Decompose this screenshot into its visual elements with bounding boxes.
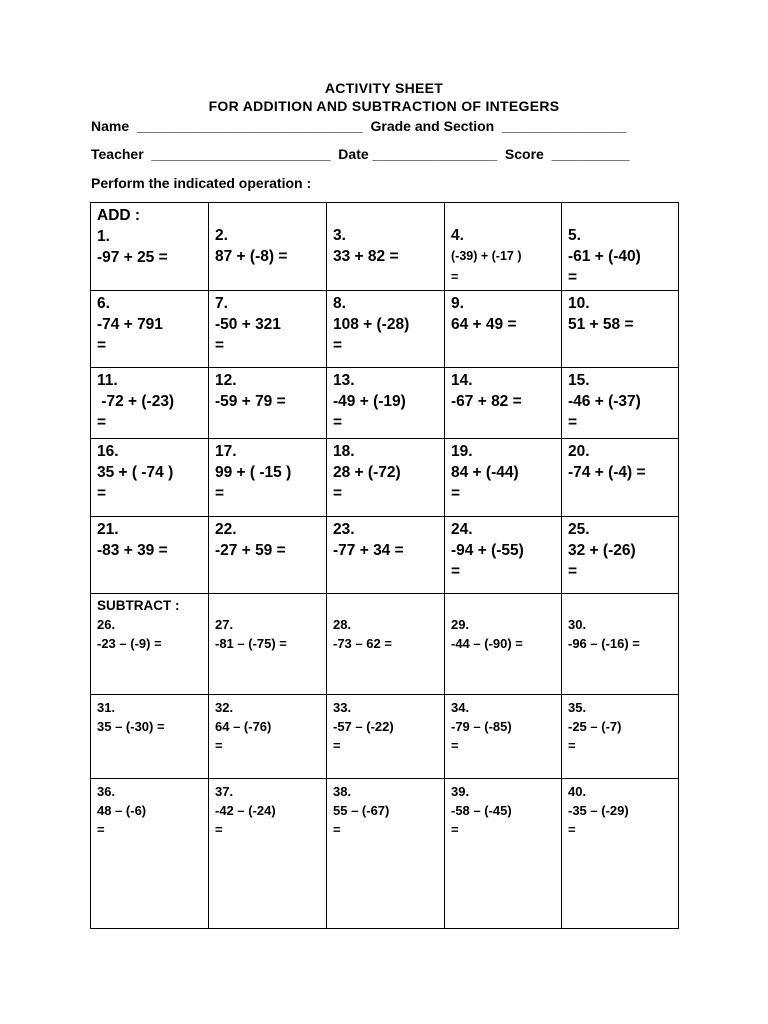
problem-number: 5. (568, 227, 581, 244)
problem-number: 36. (97, 784, 116, 799)
problem-equals: = (451, 485, 461, 502)
problem-number: 30. (568, 617, 587, 632)
problem-number: 32. (215, 700, 234, 715)
problem-cell-27 (209, 594, 327, 695)
table-row (91, 517, 679, 594)
problem-expression: -49 + (-19) (333, 393, 406, 410)
problem-number: 9. (451, 295, 464, 312)
table-row (91, 779, 679, 929)
problem-number: 22. (215, 521, 237, 538)
table-row (91, 695, 679, 779)
problem-cell-31 (91, 695, 209, 779)
problem-cell-15 (562, 368, 679, 439)
problem-cell-19 (445, 439, 562, 517)
problem-number: 39. (451, 784, 470, 799)
problem-number: 3. (333, 227, 346, 244)
problem-equals: = (333, 414, 343, 431)
problem-number: 10. (568, 295, 590, 312)
problem-cell-3 (327, 203, 445, 291)
problem-expression: -61 + (-40) (568, 248, 641, 265)
table-row (91, 439, 679, 517)
problem-cell-2 (209, 203, 327, 291)
problem-cell-22 (209, 517, 327, 594)
problem-equals: = (97, 414, 107, 431)
problem-expression: 51 + 58 = (568, 316, 634, 333)
problem-expression: 35 – (-30) = (97, 719, 165, 734)
problem-equals: = (568, 414, 578, 431)
problem-expression: 64 + 49 = (451, 316, 517, 333)
problem-expression: 99 + ( -15 ) (215, 464, 292, 481)
problem-cell-6 (91, 291, 209, 368)
problem-number: 1. (97, 228, 110, 245)
problem-expression: -23 – (-9) = (97, 636, 162, 651)
problem-cell-33 (327, 695, 445, 779)
problem-cell-26 (91, 594, 209, 695)
name-grade-section-line: Name _____________________________ Grade and Section ________________ (91, 118, 627, 134)
problem-cell-16 (91, 439, 209, 517)
problem-expression: (-39) + (-17 ) (451, 249, 522, 263)
problem-expression: 87 + (-8) = (215, 248, 288, 265)
problem-number: 8. (333, 295, 346, 312)
problem-equals: = (333, 337, 343, 354)
problem-equals: = (215, 822, 223, 837)
problem-expression: 48 – (-6) (97, 803, 147, 818)
problem-expression: -35 – (-29) (568, 803, 629, 818)
problem-cell-23 (327, 517, 445, 594)
problem-number: 19. (451, 443, 473, 460)
problem-equals: = (97, 337, 107, 354)
problem-expression: -94 + (-55) (451, 542, 524, 559)
problem-equals: = (333, 738, 341, 753)
problem-number: 23. (333, 521, 355, 538)
problem-expression: 64 – (-76) (215, 719, 272, 734)
table-row (91, 203, 679, 291)
problem-number: 12. (215, 372, 237, 389)
problem-expression: 28 + (-72) (333, 464, 401, 481)
problem-expression: -83 + 39 = (97, 542, 168, 559)
problem-number: 27. (215, 617, 234, 632)
problem-number: 26. (97, 617, 116, 632)
problem-grid (90, 202, 679, 929)
problem-cell-21 (91, 517, 209, 594)
problem-expression: -72 + (-23) (97, 393, 175, 410)
problem-equals: = (568, 269, 578, 286)
problem-expression: -25 – (-7) (568, 719, 622, 734)
problem-number: 33. (333, 700, 352, 715)
problem-cell-29 (445, 594, 562, 695)
problem-number: 40. (568, 784, 587, 799)
table-row (91, 291, 679, 368)
problem-expression: -96 – (-16) = (568, 636, 640, 651)
problem-cell-36 (91, 779, 209, 929)
problem-cell-5 (562, 203, 679, 291)
problem-equals: = (568, 563, 578, 580)
problem-expression: -77 + 34 = (333, 542, 404, 559)
problem-equals: = (97, 485, 107, 502)
table-row (91, 594, 679, 695)
problem-number: 28. (333, 617, 352, 632)
problem-cell-7 (209, 291, 327, 368)
problem-equals: = (215, 738, 223, 753)
subtract-section-label: SUBTRACT : (97, 598, 180, 613)
problem-number: 17. (215, 443, 237, 460)
problem-expression: 55 – (-67) (333, 803, 390, 818)
problem-expression: 33 + 82 = (333, 248, 399, 265)
problem-expression: -57 – (-22) (333, 719, 394, 734)
problem-cell-17 (209, 439, 327, 517)
problem-cell-20 (562, 439, 679, 517)
problem-cell-18 (327, 439, 445, 517)
problem-cell-9 (445, 291, 562, 368)
problem-cell-11 (91, 368, 209, 439)
sheet-subtitle: FOR ADDITION AND SUBTRACTION OF INTEGERS (208, 98, 560, 114)
problem-number: 14. (451, 372, 473, 389)
problem-cell-13 (327, 368, 445, 439)
problem-number: 4. (451, 227, 464, 244)
problem-number: 35. (568, 700, 587, 715)
problem-number: 15. (568, 372, 590, 389)
problem-expression: -74 + 791 (97, 316, 163, 333)
problem-number: 37. (215, 784, 234, 799)
problem-expression: -73 – 62 = (333, 636, 392, 651)
problem-equals: = (451, 563, 461, 580)
problem-number: 38. (333, 784, 352, 799)
problem-expression: -58 – (-45) (451, 803, 512, 818)
problem-expression: 84 + (-44) (451, 464, 519, 481)
problem-equals: = (451, 738, 459, 753)
problem-cell-12 (209, 368, 327, 439)
problem-cell-30 (562, 594, 679, 695)
problem-expression: -46 + (-37) (568, 393, 641, 410)
problem-number: 21. (97, 521, 119, 538)
problem-cell-35 (562, 695, 679, 779)
problem-number: 7. (215, 295, 228, 312)
problem-expression: -81 – (-75) = (215, 636, 287, 651)
problem-cell-14 (445, 368, 562, 439)
problem-cell-1 (91, 203, 209, 291)
problem-equals: = (215, 337, 225, 354)
problem-number: 2. (215, 227, 228, 244)
problem-equals: = (451, 822, 459, 837)
problem-cell-24 (445, 517, 562, 594)
problem-cell-8 (327, 291, 445, 368)
problem-equals: = (333, 485, 343, 502)
problem-expression: -97 + 25 = (97, 249, 168, 266)
problem-expression: -42 – (-24) (215, 803, 276, 818)
problem-number: 11. (97, 372, 118, 389)
problem-cell-40 (562, 779, 679, 929)
problem-number: 13. (333, 372, 355, 389)
problem-cell-34 (445, 695, 562, 779)
problem-cell-37 (209, 779, 327, 929)
problem-expression: -59 + 79 = (215, 393, 286, 410)
problem-equals: = (568, 822, 576, 837)
problem-equals: = (568, 738, 576, 753)
table-row (91, 368, 679, 439)
problem-cell-10 (562, 291, 679, 368)
sheet-title: ACTIVITY SHEET (324, 80, 444, 96)
problem-cell-39 (445, 779, 562, 929)
problem-cell-28 (327, 594, 445, 695)
problem-number: 29. (451, 617, 470, 632)
problem-expression: 108 + (-28) (333, 316, 410, 333)
problem-expression: -79 – (-85) (451, 719, 512, 734)
problem-expression: -50 + 321 (215, 316, 281, 333)
problem-number: 6. (97, 295, 110, 312)
problem-equals: = (333, 822, 341, 837)
problem-number: 24. (451, 521, 473, 538)
problem-expression: -27 + 59 = (215, 542, 286, 559)
add-section-label: ADD : (97, 207, 141, 224)
problem-number: 31. (97, 700, 116, 715)
instruction-text: Perform the indicated operation : (91, 175, 312, 191)
problem-number: 18. (333, 443, 355, 460)
problem-expression: 35 + ( -74 ) (97, 464, 174, 481)
problem-expression: -74 + (-4) = (568, 464, 646, 481)
teacher-date-score-line: Teacher _______________________ Date ________________ Score __________ (91, 146, 630, 162)
problem-number: 16. (97, 443, 119, 460)
problem-equals: = (215, 485, 225, 502)
problem-number: 34. (451, 700, 470, 715)
problem-equals: = (97, 822, 105, 837)
problem-expression: -67 + 82 = (451, 393, 522, 410)
problem-number: 20. (568, 443, 590, 460)
problem-cell-25 (562, 517, 679, 594)
problem-cell-4 (445, 203, 562, 291)
problem-equals: = (451, 270, 459, 284)
problem-expression: -44 – (-90) = (451, 636, 523, 651)
problem-expression: 32 + (-26) (568, 542, 636, 559)
problem-cell-32 (209, 695, 327, 779)
problem-cell-38 (327, 779, 445, 929)
problem-number: 25. (568, 521, 590, 538)
